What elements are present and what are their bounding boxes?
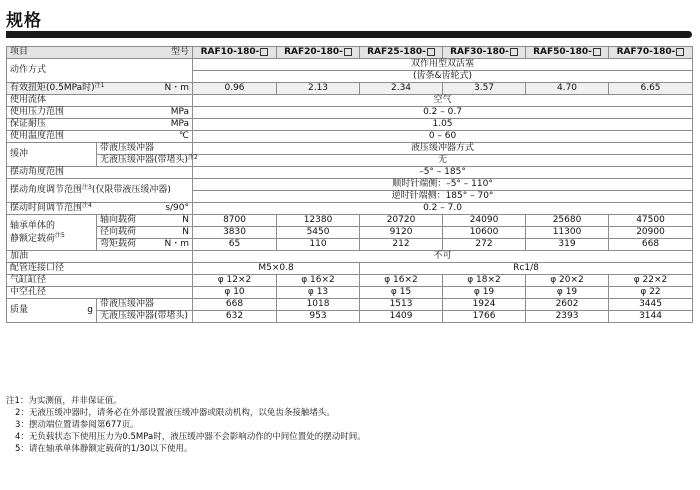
pressure-label: 使用压力范围 bbox=[7, 107, 149, 119]
hole-value: φ 19 bbox=[526, 287, 609, 299]
oil-value: 不可 bbox=[193, 251, 693, 263]
placeholder-box-icon bbox=[260, 48, 268, 56]
model-raf70: RAF70-180- bbox=[609, 47, 693, 59]
model-raf20: RAF20-180- bbox=[277, 47, 360, 59]
action-row bbox=[7, 59, 693, 71]
action-value-1: 双作用型双活塞 bbox=[193, 59, 693, 71]
fluid-label: 使用流体 bbox=[7, 95, 193, 107]
oil-row bbox=[7, 251, 693, 263]
pressure-row bbox=[7, 107, 693, 119]
load-label: 轴承单体的 静额定载荷$^{注5}$ bbox=[7, 215, 97, 251]
torque-row bbox=[7, 83, 693, 95]
placeholder-box-icon bbox=[427, 48, 435, 56]
time-unit: s/90° bbox=[149, 203, 193, 215]
placeholder-box-icon bbox=[593, 48, 601, 56]
axial-value: 12380 bbox=[277, 215, 360, 227]
mass-label: 质量 bbox=[10, 305, 29, 315]
mass-with-value: 1513 bbox=[360, 299, 443, 311]
page-title: 规格 bbox=[6, 11, 42, 31]
radial-value: 11300 bbox=[526, 227, 609, 239]
time-label: 摆动时间调节范围$^{注4}$ bbox=[7, 203, 149, 215]
footnote: 5：请在轴承单体静额定载荷的1/30以下使用。 bbox=[15, 444, 193, 454]
item-header: 项目 bbox=[7, 47, 149, 59]
bore-label: 气缸缸径 bbox=[7, 275, 193, 287]
buffer-label: 缓冲 bbox=[7, 143, 97, 167]
model-raf30: RAF30-180- bbox=[443, 47, 526, 59]
placeholder-box-icon bbox=[676, 48, 684, 56]
time-value: 0.2 – 7.0 bbox=[193, 203, 693, 215]
moment-value: 668 bbox=[609, 239, 693, 251]
moment-unit: N・m bbox=[149, 239, 193, 251]
torque-value: 0.96 bbox=[193, 83, 277, 95]
mass-without-value: 1766 bbox=[443, 311, 526, 323]
angle-adj-cw: 顺时针端侧：–5° – 110° bbox=[193, 179, 693, 191]
spec-table bbox=[6, 46, 693, 323]
radial-value: 10600 bbox=[443, 227, 526, 239]
buffer-row-2 bbox=[7, 155, 693, 167]
hole-value: φ 10 bbox=[193, 287, 277, 299]
angle-adj-row-1 bbox=[7, 179, 693, 191]
proof-unit: MPa bbox=[149, 119, 193, 131]
moment-value: 110 bbox=[277, 239, 360, 251]
load-axial-row bbox=[7, 215, 693, 227]
fluid-row bbox=[7, 95, 693, 107]
moment-value: 65 bbox=[193, 239, 277, 251]
oil-label: 加油 bbox=[7, 251, 193, 263]
header-row bbox=[7, 47, 693, 59]
bore-value: φ 16×2 bbox=[360, 275, 443, 287]
temp-row bbox=[7, 131, 693, 143]
buffer-sub2: 无液压缓冲器(带堵头)$^{注2}$ bbox=[97, 155, 193, 167]
hole-label: 中空孔径 bbox=[7, 287, 193, 299]
mass-label-cell bbox=[7, 299, 97, 323]
moment-value: 272 bbox=[443, 239, 526, 251]
radial-value: 9120 bbox=[360, 227, 443, 239]
mass-without-value: 953 bbox=[277, 311, 360, 323]
angle-value: –5° – 185° bbox=[193, 167, 693, 179]
mass-with-value: 1018 bbox=[277, 299, 360, 311]
hole-value: φ 19 bbox=[443, 287, 526, 299]
radial-value: 3830 bbox=[193, 227, 277, 239]
pressure-value: 0.2 – 0.7 bbox=[193, 107, 693, 119]
axial-value: 24090 bbox=[443, 215, 526, 227]
moment-value: 212 bbox=[360, 239, 443, 251]
load-moment-row bbox=[7, 239, 693, 251]
temp-value: 0 – 60 bbox=[193, 131, 693, 143]
action-value-2: (齿条&齿轮式) bbox=[193, 71, 693, 83]
radial-value: 5450 bbox=[277, 227, 360, 239]
torque-value: 6.65 bbox=[609, 83, 693, 95]
buffer-row-1 bbox=[7, 143, 693, 155]
hole-value: φ 13 bbox=[277, 287, 360, 299]
axial-value: 25680 bbox=[526, 215, 609, 227]
moment-value: 319 bbox=[526, 239, 609, 251]
footnote: 3：摆动端位置请参阅第677页。 bbox=[15, 420, 139, 430]
bore-value: φ 16×2 bbox=[277, 275, 360, 287]
axial-unit: N bbox=[149, 215, 193, 227]
proof-value: 1.05 bbox=[193, 119, 693, 131]
fluid-value: 空气 bbox=[193, 95, 693, 107]
temp-label: 使用温度范围 bbox=[7, 131, 149, 143]
mass-without-value: 3144 bbox=[609, 311, 693, 323]
torque-value: 4.70 bbox=[526, 83, 609, 95]
axial-value: 47500 bbox=[609, 215, 693, 227]
port-value-large: Rc1/8 bbox=[360, 263, 693, 275]
mass-with-label: 带液压缓冲器 bbox=[97, 299, 193, 311]
model-header: 型号 bbox=[149, 47, 193, 59]
proof-label: 保证耐压 bbox=[7, 119, 149, 131]
hole-value: φ 22 bbox=[609, 287, 693, 299]
angle-row bbox=[7, 167, 693, 179]
radial-unit: N bbox=[149, 227, 193, 239]
placeholder-box-icon bbox=[510, 48, 518, 56]
axial-label: 轴向载荷 bbox=[97, 215, 149, 227]
angle-adj-label: 摆动角度调节范围$^{注3}$(仅限带液压缓冲器) bbox=[7, 179, 193, 203]
footnotes bbox=[6, 395, 366, 455]
mass-without-value: 632 bbox=[193, 311, 277, 323]
port-row bbox=[7, 263, 693, 275]
mass-with-value: 1924 bbox=[443, 299, 526, 311]
bore-value: φ 20×2 bbox=[526, 275, 609, 287]
load-radial-row bbox=[7, 227, 693, 239]
title-underline-bar bbox=[6, 31, 692, 38]
moment-label: 弯矩载荷 bbox=[97, 239, 149, 251]
mass-without-row bbox=[7, 311, 693, 323]
mass-without-value: 1409 bbox=[360, 311, 443, 323]
model-rafa10: RAF10-180- bbox=[193, 47, 277, 59]
pressure-unit: MPa bbox=[149, 107, 193, 119]
placeholder-box-icon bbox=[344, 48, 352, 56]
torque-unit: N・m bbox=[149, 83, 193, 95]
axial-value: 8700 bbox=[193, 215, 277, 227]
mass-unit: g bbox=[87, 305, 93, 315]
mass-without-label: 无液压缓冲器(带堵头) bbox=[97, 311, 193, 323]
bore-row bbox=[7, 275, 693, 287]
proof-row bbox=[7, 119, 693, 131]
footnote: 2：无液压缓冲器时，请务必在外部设置液压缓冲器或限动机构，以免齿条接触堵头。 bbox=[15, 408, 335, 418]
footnote: 4：无负载状态下使用压力为0.5MPa时，液压缓冲器不会影响动作的中间位置处的摆动时间。 bbox=[15, 432, 366, 442]
model-raf25: RAF25-180- bbox=[360, 47, 443, 59]
mass-with-row bbox=[7, 299, 693, 311]
mass-with-value: 3445 bbox=[609, 299, 693, 311]
angle-label: 摆动角度范围 bbox=[7, 167, 193, 179]
axial-value: 20720 bbox=[360, 215, 443, 227]
hole-row bbox=[7, 287, 693, 299]
bore-value: φ 22×2 bbox=[609, 275, 693, 287]
radial-value: 20900 bbox=[609, 227, 693, 239]
buffer-sub2-value: 无 bbox=[193, 155, 693, 167]
time-row bbox=[7, 203, 693, 215]
torque-label: 有效扭矩(0.5MPa时)$^{注1}$ bbox=[7, 83, 149, 95]
temp-unit: ℃ bbox=[149, 131, 193, 143]
torque-value: 2.13 bbox=[277, 83, 360, 95]
mass-without-value: 2393 bbox=[526, 311, 609, 323]
action-label: 动作方式 bbox=[7, 59, 193, 83]
bore-value: φ 18×2 bbox=[443, 275, 526, 287]
buffer-sub1: 带液压缓冲器 bbox=[97, 143, 193, 155]
torque-value: 2.34 bbox=[360, 83, 443, 95]
hole-value: φ 15 bbox=[360, 287, 443, 299]
mass-with-value: 668 bbox=[193, 299, 277, 311]
angle-adj-ccw: 逆时针端侧：185° – 70° bbox=[193, 191, 693, 203]
mass-with-value: 2602 bbox=[526, 299, 609, 311]
bore-value: φ 12×2 bbox=[193, 275, 277, 287]
port-label: 配管连接口径 bbox=[7, 263, 193, 275]
torque-value: 3.57 bbox=[443, 83, 526, 95]
port-value-small: M5×0.8 bbox=[193, 263, 360, 275]
radial-label: 径向载荷 bbox=[97, 227, 149, 239]
buffer-sub1-value: 液压缓冲器方式 bbox=[193, 143, 693, 155]
model-raf50: RAF50-180- bbox=[526, 47, 609, 59]
footnote: 注1：为实测值，并非保证值。 bbox=[6, 396, 122, 406]
